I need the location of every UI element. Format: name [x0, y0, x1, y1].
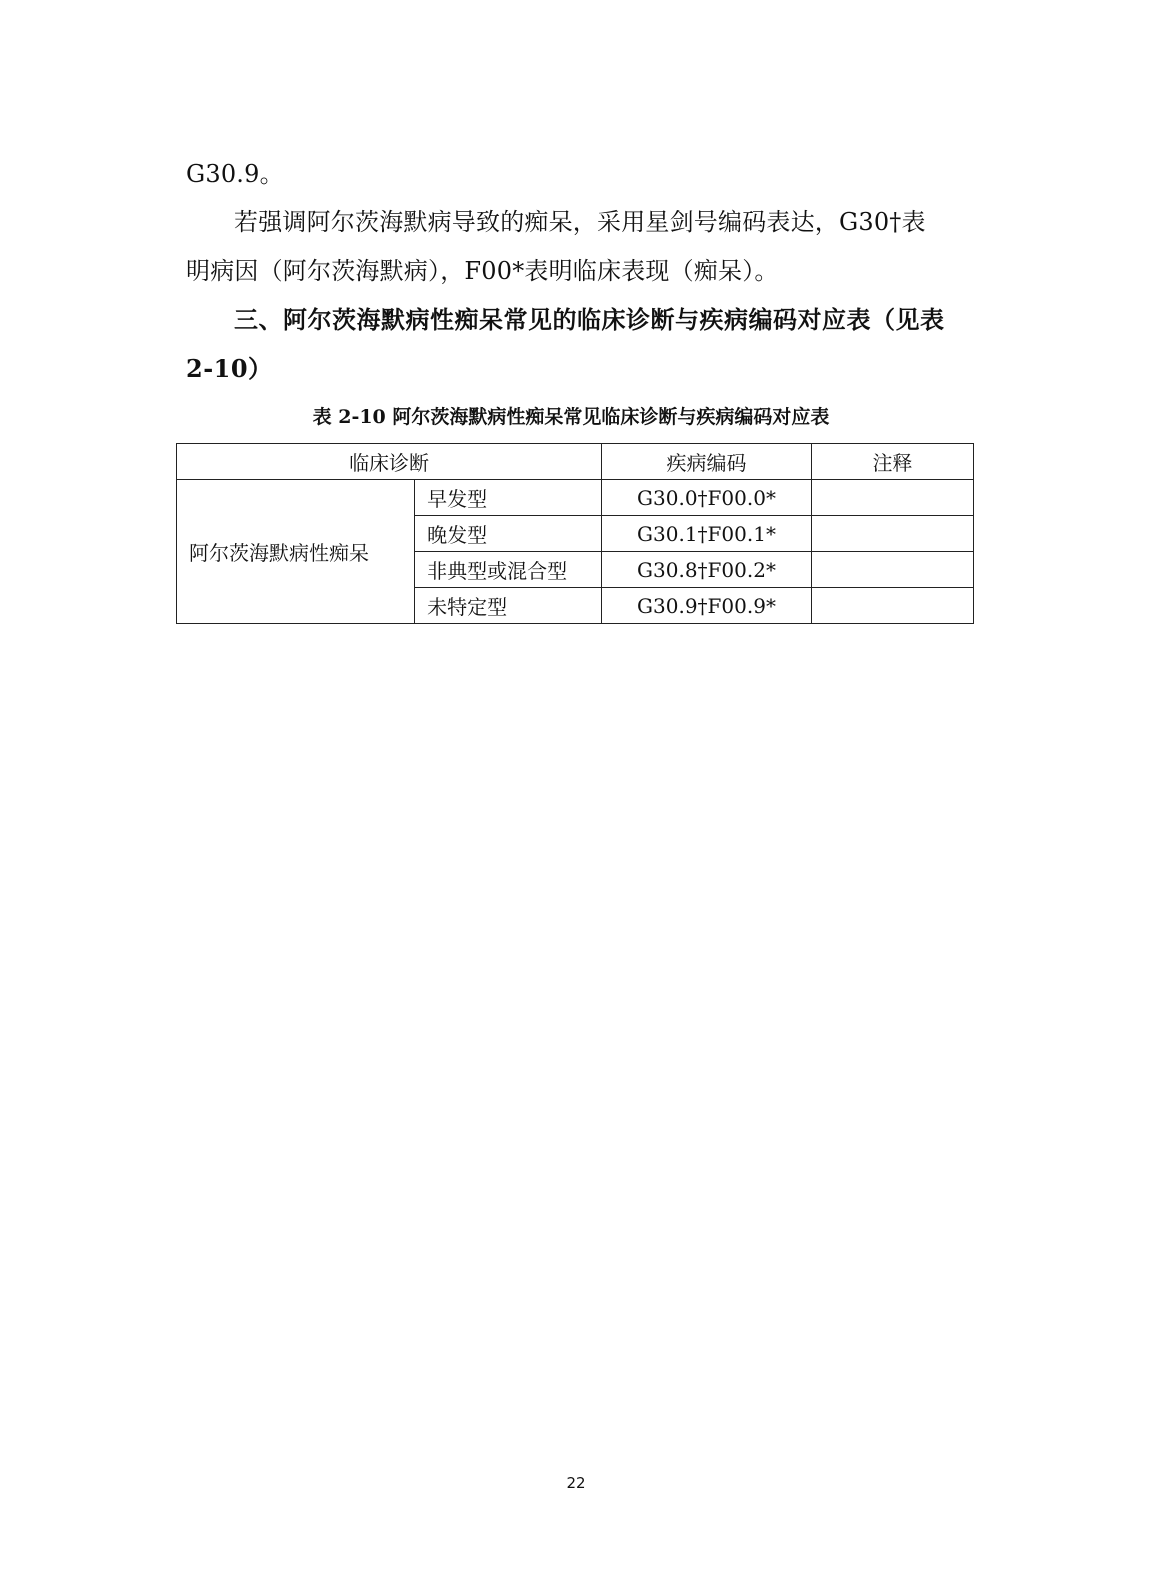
diagnosis-group-cell: 阿尔茨海默病性痴呆 — [177, 480, 415, 624]
section-heading-continued: 2-10） — [186, 354, 273, 383]
section-heading: 三、阿尔茨海默病性痴呆常见的临床诊断与疾病编码对应表（见表 — [234, 305, 945, 334]
code-cell: G30.0†F00.0* — [602, 480, 812, 516]
note-cell — [811, 480, 973, 516]
header-note: 注释 — [811, 444, 973, 480]
note-cell — [811, 552, 973, 588]
paragraph-line: 若强调阿尔茨海默病导致的痴呆，采用星剑号编码表达，G30†表 — [234, 208, 926, 236]
diagnosis-code-table — [176, 443, 974, 624]
table-row — [177, 480, 974, 516]
page-number: 22 — [566, 1474, 586, 1492]
paragraph-line: G30.9。 — [186, 160, 284, 188]
code-cell: G30.9†F00.9* — [602, 588, 812, 624]
note-cell — [811, 588, 973, 624]
code-cell: G30.1†F00.1* — [602, 516, 812, 552]
header-code: 疾病编码 — [602, 444, 812, 480]
table-caption: 表 2-10 阿尔茨海默病性痴呆常见临床诊断与疾病编码对应表 — [312, 406, 830, 428]
note-cell — [811, 516, 973, 552]
subtype-cell: 晚发型 — [415, 516, 602, 552]
subtype-cell: 非典型或混合型 — [415, 552, 602, 588]
header-diagnosis: 临床诊断 — [177, 444, 602, 480]
code-cell: G30.8†F00.2* — [602, 552, 812, 588]
paragraph-line: 明病因（阿尔茨海默病），F00*表明临床表现（痴呆）。 — [186, 257, 779, 285]
subtype-cell: 早发型 — [415, 480, 602, 516]
table-header-row — [177, 444, 974, 480]
subtype-cell: 未特定型 — [415, 588, 602, 624]
